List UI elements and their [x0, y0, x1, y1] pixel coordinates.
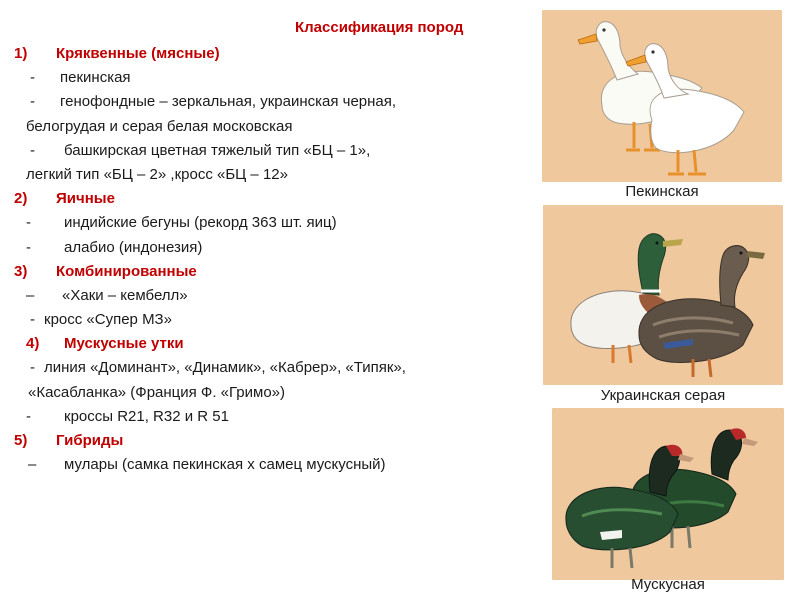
section-heading: 1) Кряквенные (мясные)	[14, 45, 220, 62]
list-item: - кроссы R21, R32 и R 51	[26, 407, 229, 425]
list-item: - генофондные – зеркальная, украинская черная,	[30, 93, 397, 111]
list-item: - пекинская	[30, 69, 131, 87]
list-item: - башкирская цветная тяжелый тип «БЦ – 1»,	[30, 141, 371, 159]
pekin-duck-photo	[542, 10, 782, 182]
ukrainian-grey-caption: Украинская серая	[600, 387, 726, 404]
list-item-continuation: «Касабланка» (Франция Ф. «Гримо»)	[28, 383, 286, 401]
section-heading: 3) Комбинированные	[14, 262, 197, 280]
pekin-duck-illustration	[542, 10, 782, 182]
muscovy-duck-illustration	[552, 408, 784, 580]
list-item: - алабио (индонезия)	[26, 238, 203, 256]
slide-title: Классификация пород	[295, 19, 464, 36]
list-item-continuation: белогрудая и серая белая московская	[26, 117, 293, 135]
section-heading: 2) Яичные	[14, 190, 115, 208]
list-item: – мулары (самка пекинская х самец мускусный)	[28, 456, 386, 474]
muscovy-duck-photo	[552, 408, 784, 580]
list-item: - кросс «Супер МЗ»	[30, 311, 172, 329]
pekin-caption: Пекинская	[625, 183, 699, 200]
list-item: - линия «Доминант», «Динамик», «Кабрер», «Типяк»,	[30, 359, 406, 377]
section-heading: 5) Гибриды	[14, 432, 124, 449]
muscovy-caption: Мускусная	[631, 576, 705, 593]
breed-classification-list	[14, 42, 534, 477]
ukrainian-grey-duck-photo	[543, 205, 783, 385]
ukrainian-grey-duck-illustration	[543, 205, 783, 385]
list-item: – «Хаки – кембелл»	[26, 286, 188, 304]
list-item: - индийские бегуны (рекорд 363 шт. яиц)	[26, 214, 337, 232]
section-heading: 4) Мускусные утки	[26, 335, 184, 353]
list-item-continuation: легкий тип «БЦ – 2» ,кросс «БЦ – 12»	[26, 165, 288, 183]
